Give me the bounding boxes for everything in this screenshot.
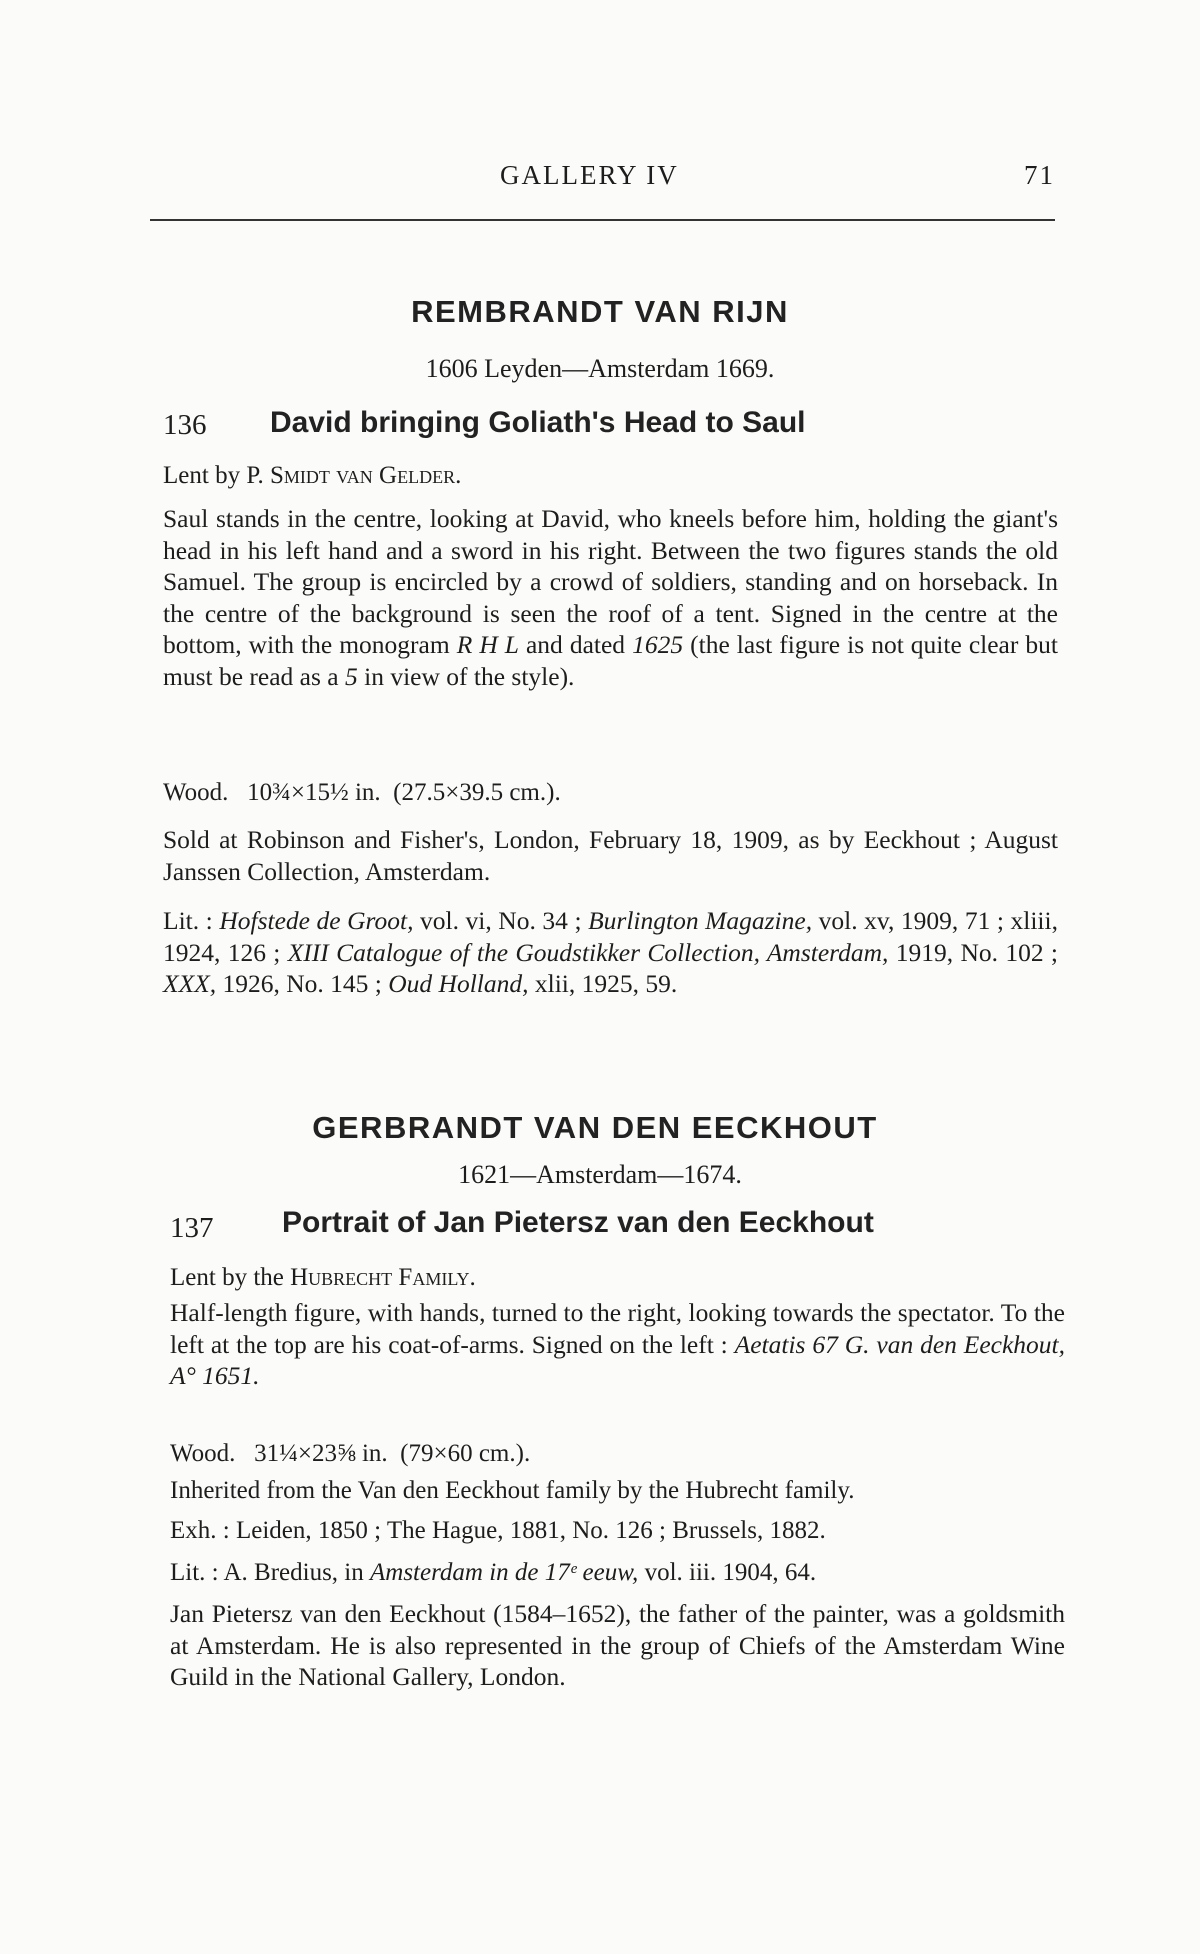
literature-137 — [170, 1559, 816, 1587]
monogram: R H L — [456, 630, 519, 659]
header-rule — [150, 219, 1055, 221]
size-inches: 31¼×23⅝ in. — [254, 1440, 388, 1467]
provenance-137: Inherited from the Van den Eeckhout family by the Hubrecht family. — [170, 1477, 855, 1504]
dimensions-136 — [163, 779, 561, 807]
lit-ref-detail: 1919, No. 102 ; — [888, 937, 1059, 967]
lent-prefix: Lent by — [163, 462, 247, 489]
artist-dates-eeckhout: 1621—Amsterdam—1674. — [458, 1160, 742, 1189]
literature-136 — [163, 905, 1058, 1000]
artist-heading-rembrandt: REMBRANDT VAN RIJN — [411, 294, 789, 329]
lit-ref-detail: vol. vi, No. 34 ; — [413, 906, 589, 935]
lender-line-137 — [170, 1264, 476, 1292]
exhibitions-137: Exh. : Leiden, 1850 ; The Hague, 1881, No. 126 ; Brussels, 1882. — [170, 1517, 826, 1544]
digit: 5 — [344, 661, 358, 691]
description-137 — [170, 1297, 1065, 1392]
lit-ref: Oud Holland, — [388, 969, 529, 998]
description-part: Half-length figure, with hands, turned to the right, looking towards the spectator. To the left at the top are his coat-of-arms. Signed on the left : — [170, 1298, 1065, 1359]
artist-dates-rembrandt: 1606 Leyden—Amsterdam 1669. — [425, 354, 775, 383]
entry-title-136: David bringing Goliath's Head to Saul — [270, 406, 806, 439]
page-number: 71 — [1024, 160, 1055, 190]
signed-date: 1625 — [632, 630, 684, 659]
entry-title-137: Portrait of Jan Pietersz van den Eeckhout — [282, 1206, 874, 1239]
description-136 — [163, 503, 1058, 692]
lit-ref-detail: xlii, 1925, 59. — [528, 969, 678, 998]
description-part: and dated — [518, 630, 633, 659]
medium: Wood. — [170, 1440, 236, 1467]
description-part: in view of the style). — [357, 661, 575, 691]
lit-ref: XXX, — [163, 969, 217, 998]
lit-label: Lit. : — [163, 906, 220, 935]
medium: Wood. — [163, 779, 229, 806]
size-cm: (27.5×39.5 cm.). — [393, 779, 561, 806]
lit-ref: XIII Catalogue of the Goudstikker Collection, Amsterdam, — [287, 937, 889, 967]
entry-number-136: 136 — [163, 409, 207, 441]
lit-label: Lit. : A. Bredius, in — [170, 1559, 370, 1586]
note-137: Jan Pietersz van den Eeckhout (1584–1652), the father of the painter, was a goldsmith at Amsterdam. He is also represented in the group of Chiefs of the Amsterdam Wine Guild in the National Gallery, London. — [170, 1599, 1065, 1691]
lender-name: Hubrecht Family. — [290, 1264, 476, 1291]
description-part: Saul stands in the centre, looking at David, who kneels before him, holding the giant's head in his left hand and a sword in his right. Between the two figures stands the old Samuel. The group is encircled by a crowd of soldiers, standing and on horseback. In the centre of the background is seen the roof of a tent. Signed in the centre at the bottom, with the monogram — [163, 504, 1058, 659]
lit-ref: Hofstede de Groot, — [219, 906, 414, 935]
lit-ref-detail: 1926, No. 145 ; — [216, 969, 389, 998]
lender-line-136 — [163, 462, 461, 490]
lit-ref: Burlington Magazine, — [588, 906, 813, 935]
description-part: (the last figure is not quite clear but must be read as a — [163, 630, 1058, 691]
lit-ref-detail: vol. xv, 1909, 71 ; xliii, 1924, 126 ; — [163, 906, 1058, 967]
lender-name: P. Smidt van Gelder. — [246, 462, 462, 489]
lit-ref-detail: vol. iii. 1904, 64. — [638, 1559, 817, 1586]
running-title: GALLERY IV — [500, 160, 679, 190]
signature: Aetatis 67 G. van den Eeckhout, A° 1651. — [170, 1329, 1065, 1390]
artist-heading-eeckhout: GERBRANDT VAN DEN EECKHOUT — [312, 1110, 878, 1145]
lent-prefix: Lent by the — [170, 1264, 291, 1291]
dimensions-137 — [170, 1440, 530, 1468]
size-inches: 10¾×15½ in. — [247, 779, 381, 806]
lit-ref: Amsterdam in de 17ᵉ eeuw, — [370, 1559, 639, 1586]
provenance-136: Sold at Robinson and Fisher's, London, February 18, 1909, as by Eeckhout ; August Janssen Collection, Amsterdam. — [163, 825, 1058, 886]
size-cm: (79×60 cm.). — [400, 1440, 531, 1467]
entry-number-137: 137 — [170, 1212, 214, 1244]
